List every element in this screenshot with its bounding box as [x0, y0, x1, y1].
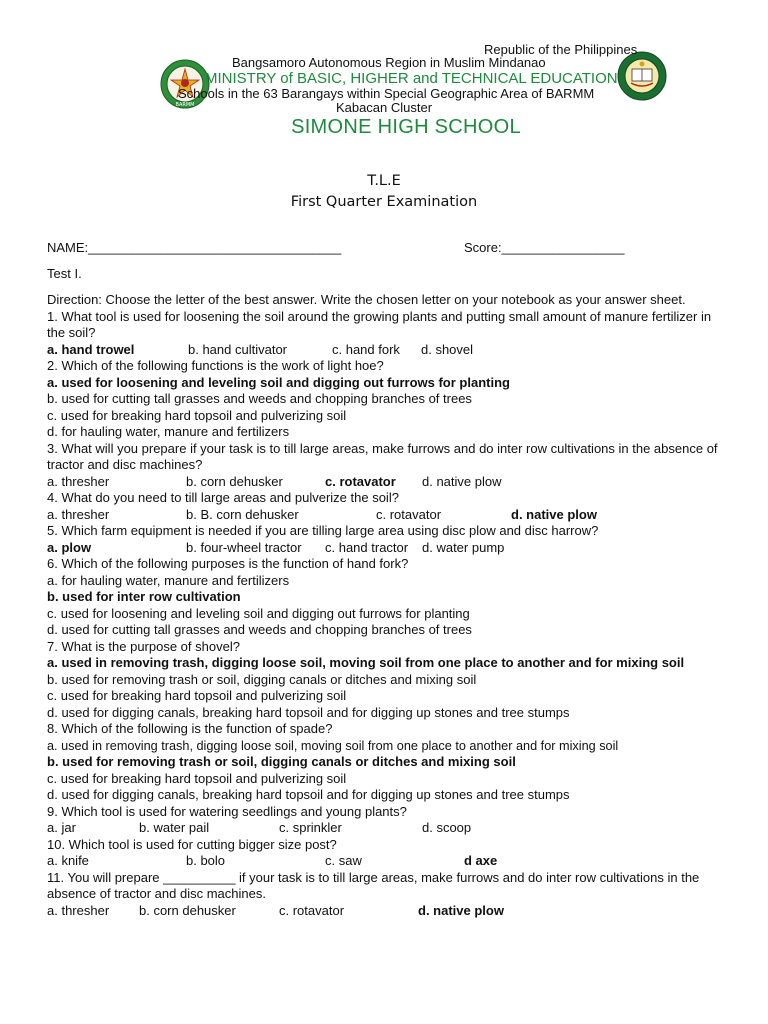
choice-10d: d axe [464, 853, 498, 868]
choices-10 [47, 853, 727, 870]
question-1: 1. What tool is used for loosening the soil around the growing plants and putting small amount of manure fertilizer in the soil? [47, 308, 712, 340]
choice-2c: c. used for breaking hard topsoil and pulverizing soil [47, 407, 347, 423]
choice-4a: a. thresher [47, 506, 110, 522]
school-name: SIMONE HIGH SCHOOL [291, 116, 521, 138]
republic-heading: Republic of the Philippines [484, 42, 638, 57]
choice-11a: a. thresher [47, 902, 110, 918]
choices-5 [47, 540, 727, 557]
question-5: 5. Which farm equipment is needed if you are tilling large area using disc plow and disc harrow? [47, 523, 599, 538]
name-field: NAME:___________________________________ [47, 240, 342, 255]
question-8: 8. Which of the following is the function of spade? [47, 721, 333, 736]
choice-2a: a. used for loosening and leveling soil and digging out furrows for planting [47, 374, 510, 390]
choices-9 [47, 820, 727, 837]
exam-body [47, 292, 727, 919]
choice-4b: b. B. corn dehusker [186, 506, 299, 522]
choice-11c: c. rotavator [279, 902, 345, 918]
score-field: Score:_________________ [464, 240, 625, 255]
choice-11b: b. corn dehusker [139, 902, 236, 918]
question-6: 6. Which of the following purposes is the function of hand fork? [47, 556, 409, 571]
choice-6b: b. used for inter row cultivation [47, 589, 241, 604]
choice-6c: c. used for loosening and leveling soil and digging out furrows for planting [47, 605, 470, 621]
choice-11d: d. native plow [418, 902, 504, 918]
choice-3a: a. thresher [47, 473, 110, 489]
choices-11 [47, 903, 727, 920]
choices-3 [47, 474, 727, 491]
schools-heading: Schools in the 63 Barangays within Special Geographic Area of BARMM [178, 86, 595, 101]
choice-1b: b. hand cultivator [188, 341, 288, 357]
choice-1d: d. shovel [421, 341, 474, 357]
question-9: 9. Which tool is used for watering seedlings and young plants? [47, 803, 407, 819]
choice-5d: d. water pump [422, 539, 505, 555]
region-heading: Bangsamoro Autonomous Region in Muslim Mindanao [232, 55, 546, 70]
choice-4d: d. native plow [511, 506, 597, 522]
choice-9c: c. sprinkler [279, 820, 342, 835]
choice-3d: d. native plow [422, 473, 502, 489]
choice-8a: a. used in removing trash, digging loose soil, moving soil from one place to another and for mixing soil [47, 738, 619, 753]
choices-1 [47, 342, 727, 359]
question-10: 10. Which tool is used for cutting bigger size post? [47, 836, 337, 852]
exam-title: First Quarter Examination [290, 194, 478, 210]
choice-4c: c. rotavator [376, 506, 442, 522]
question-2: 2. Which of the following functions is the work of light hoe? [47, 358, 384, 373]
test-label: Test I. [47, 266, 82, 281]
choice-2d: d. for hauling water, manure and fertilizers [47, 424, 290, 439]
choice-8b: b. used for removing trash or soil, digging canals or ditches and mixing soil [47, 754, 516, 769]
choice-7b: b. used for removing trash or soil, digging canals or ditches and mixing soil [47, 671, 477, 687]
choice-8d: d. used for digging canals, breaking hard topsoil and for digging up stones and tree stumps [47, 787, 570, 802]
exam-subject: T.L.E [367, 173, 401, 189]
choice-1a: a. hand trowel [47, 341, 135, 357]
choice-9b: b. water pail [139, 820, 210, 835]
ministry-heading: MINISTRY of BASIC, HIGHER and TECHNICAL EDUCATION [205, 70, 618, 87]
choice-6a: a. for hauling water, manure and fertilizers [47, 572, 290, 588]
choice-9a: a. jar [47, 820, 76, 835]
choice-10a: a. knife [47, 853, 89, 868]
choices-4 [47, 507, 727, 524]
choice-3b: b. corn dehusker [186, 473, 283, 489]
cluster-heading: Kabacan Cluster [335, 100, 433, 115]
choice-7a: a. used in removing trash, digging loose soil, moving soil from one place to another and for mixing soil [47, 655, 685, 670]
ministry-seal-icon [617, 51, 667, 101]
choice-5a: a. plow [47, 539, 92, 555]
question-3: 3. What will you prepare if your task is to till large areas, make furrows and do inter row cultivations in the absence of tractor and disc machines? [47, 440, 718, 472]
choice-5c: c. hand tractor [325, 539, 409, 555]
choice-5b: b. four-wheel tractor [186, 539, 302, 555]
choice-1c: c. hand fork [332, 341, 400, 357]
choice-3c: c. rotavator [325, 473, 396, 489]
choice-2b: b. used for cutting tall grasses and weeds and chopping branches of trees [47, 391, 472, 406]
question-7: 7. What is the purpose of shovel? [47, 638, 240, 654]
choice-9d: d. scoop [422, 820, 472, 835]
choice-7d: d. used for digging canals, breaking hard topsoil and for digging up stones and tree stumps [47, 704, 570, 720]
seal-text: BARMM [175, 102, 195, 108]
choice-10b: b. bolo [186, 853, 226, 868]
direction-text: Direction: Choose the letter of the best answer. Write the chosen letter on your notebook as your answer sheet. [47, 292, 686, 307]
choice-6d: d. used for cutting tall grasses and weeds and chopping branches of trees [47, 622, 472, 637]
choice-7c: c. used for breaking hard topsoil and pulverizing soil [47, 688, 347, 703]
choice-8c: c. used for breaking hard topsoil and pulverizing soil [47, 770, 347, 786]
choice-10c: c. saw [325, 853, 362, 868]
question-4: 4. What do you need to till large areas and pulverize the soil? [47, 490, 399, 505]
question-11: 11. You will prepare __________ if your task is to till large areas, make furrows and do inter row cultivations in the absence of tractor and disc machines. [47, 869, 700, 901]
